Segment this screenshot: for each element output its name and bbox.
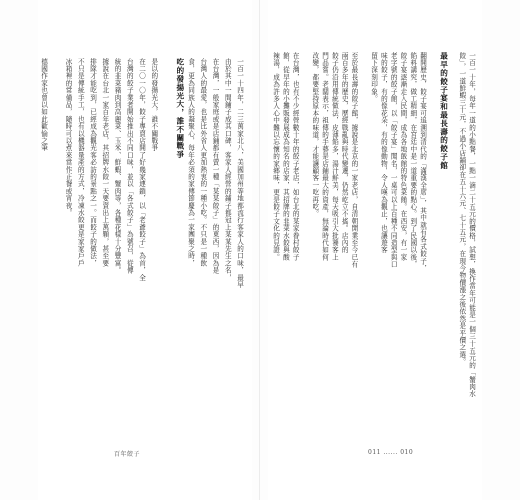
right_page-text-column: 餃子宴逐漸走入民間，成為各地飯館的特色菜餚。在西安，有一家	[398, 52, 407, 261]
left_page-text-column: 台灣人的最愛，也是比外省人更加熱衷的一種小吃。不只是一種飲	[198, 58, 207, 267]
right_page-text-column: 留下深刻印象。	[369, 52, 378, 103]
right_page-text-column: 翻開歷史，餃子宴可追溯到清代的「滿漢全席」，其中就有各式餃子，	[418, 52, 427, 272]
right_page-text-column: 味的餃子，有的像花朵，有的像動物，令人嘆為觀止，也讓遊客	[379, 52, 388, 254]
left_page-text-column: 排隊才能吃到，已經成為觀光客必訪的景點之一。而餃子的做法，	[88, 58, 97, 267]
left_page-text-column: 一百一十四年，二三萬家北八，美國加州等地都流行客家人的口味，最早	[235, 58, 244, 289]
right_page-text-column: 餃」，一道鮮蝦三十元，不過小店鋪卻在五十六元、七十五元，在現今物價漲之後依然是平價之選。	[457, 52, 466, 366]
left_page-text-column: 冰箱裡的常備品，隨時可以煮來當作正餐或宵夜。	[64, 58, 73, 217]
left_page-section-heading: 吃的發揚光大，誰不關戰爭	[175, 58, 185, 159]
left_page-text-column: 台灣的餃子業者開始推出不同口味，並以「各式餃子」為號召，從傳	[125, 58, 134, 274]
right_page-text-column: 辣湯，成為許多人心中難以忘懷的家鄉味，更是餃子文化的見證。	[271, 52, 280, 261]
left_page-text-column: 食，更為同族人的凝聚心，每年必須的家傳節慶為一家團聚之時，	[186, 58, 195, 267]
right_page-section-heading: 最早的餃子宴和最長壽的餃子館	[439, 52, 449, 170]
left-page-folio: 百年餃子	[114, 451, 141, 458]
right_page-text-column: 餃子仍沿用傳統做法，皮薄餡多，湯汁鮮美，每天吸引大批饕客上	[330, 52, 339, 261]
right_page-text-column: 在台灣，也有不少經營數十年的餃子老店，如台北的某家眷村餃子	[291, 52, 300, 261]
right_page-text-column: 餡料講究，做工精細，在宮廷中是一道重要的點心。到了民國以後，	[408, 52, 417, 268]
right_page-text-column: 門品嘗。老闆表示，祖傳的手藝是店鋪最大的資產，無論時代如何	[320, 52, 329, 261]
book-gutter	[259, 0, 260, 500]
right_page-text-column: 老字號的餃子館，以「餃子宴」聞名，一桌可以上百種不同造型與口	[389, 52, 398, 268]
left_page-text-column: 統的韭菜豬肉到高麗菜、玉米、鮮蝦、蟹肉等，各種花樣十分豐富。	[113, 58, 122, 274]
right_page-text-column: 館，從早年的小攤販發展成為知名的店家，其招牌的韭菜水餃與酸	[281, 52, 290, 261]
left_page-text-column: 不只是傳統手工，也有以機器量產的方式，冷凍水餃更是家家戶戶	[76, 58, 85, 267]
right_page-text-column: 一百一十年，每年一道的小點餐，一點一滴二十五元的價格，試想，換作當年可能是一個三十五元的「蟹肉水	[467, 52, 476, 398]
right_page-text-column: 兩百多年的歷史，歷經戰亂與時代變遷，仍然屹立不搖。店內的	[340, 52, 349, 254]
right-page-folio: 011 ...... 010	[368, 449, 414, 456]
left_page-text-column: 在二〇一〇年，餃子專賣店開了好幾家連鎖，以「老爺餃子」為首，全	[137, 58, 146, 282]
left_page-text-column: 在台灣，一般家庭或是店鋪都有賣一種「某某餃子」的東西，因為是	[211, 58, 220, 274]
left_page-text-column: 是以的發揚光大，誰不關戰爭	[149, 58, 158, 152]
left_page-text-column: 德國作家也曾以如此歡愉之筆	[39, 58, 48, 152]
left_page-text-column: 據說在台北一家百年老店，其招牌水餃一天要賣出上萬顆，甚至要	[100, 58, 109, 267]
right_page-text-column: 至於最長壽的餃子館，據說是北京的一家老店，自清朝開業至今已有	[349, 52, 358, 268]
left_page-text-column: 由於其中一間鋪子成其口碑，客家人經營的鋪子都冠上某某先生之名，	[223, 58, 232, 282]
right_page-text-column: 改變，都要堅持原本的味道，才能讓顧客一吃再吃。	[310, 52, 319, 218]
